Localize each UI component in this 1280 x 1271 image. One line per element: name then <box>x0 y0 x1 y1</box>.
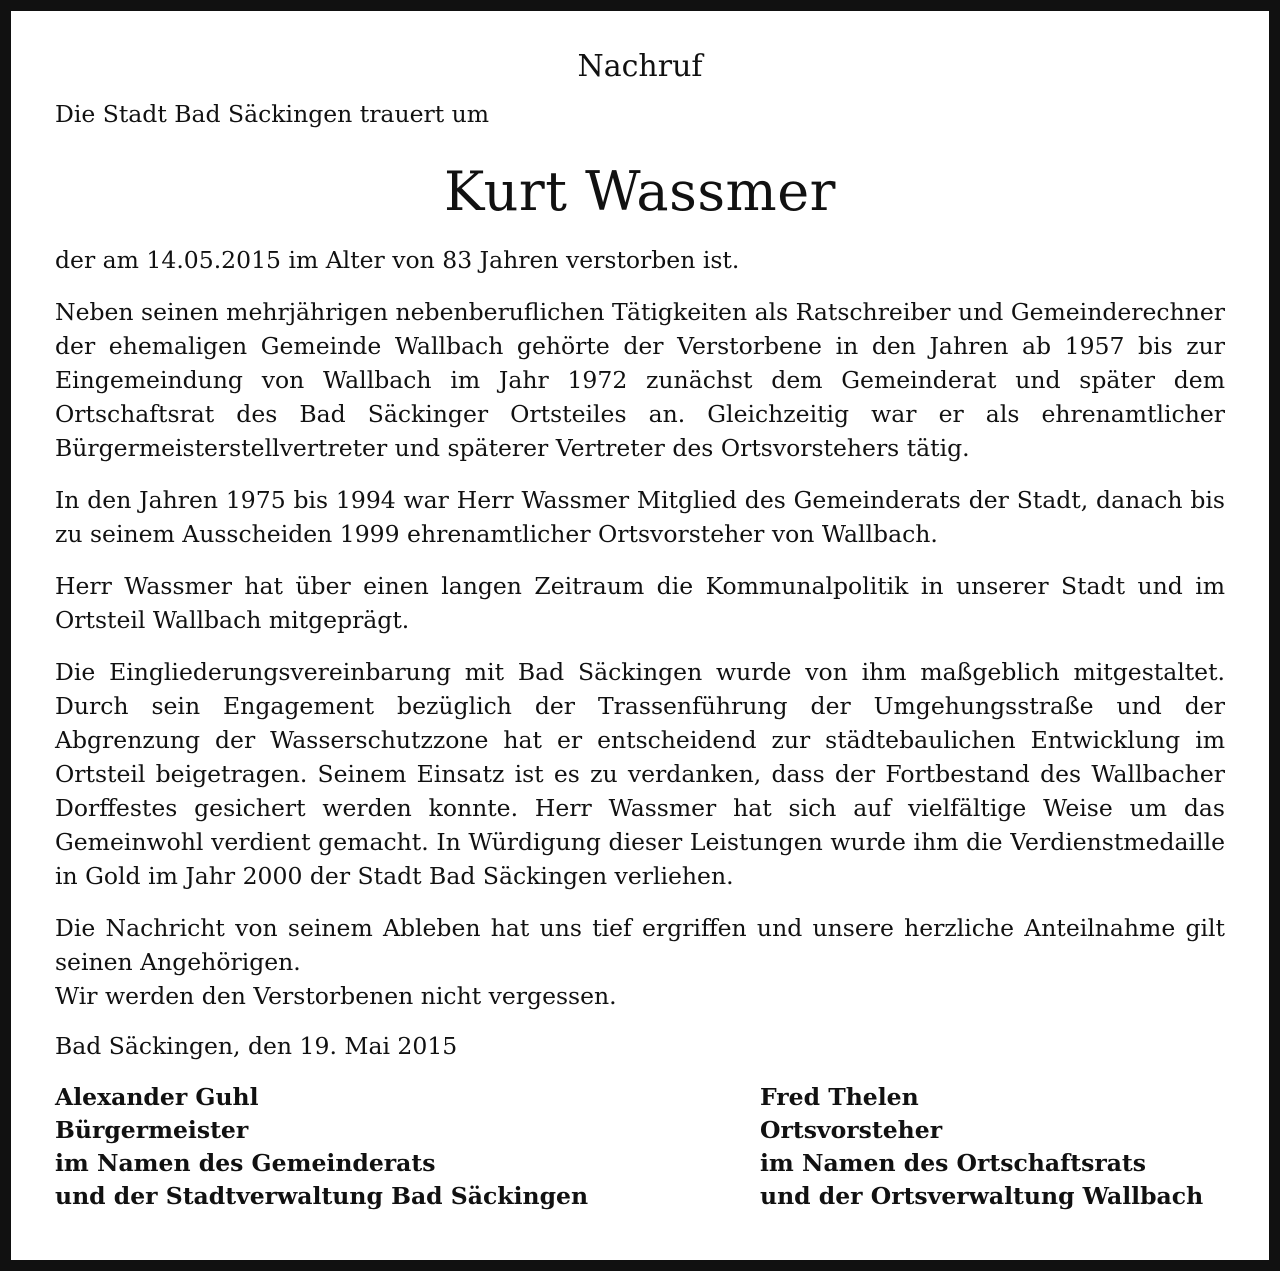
signer-name: Fred Thelen <box>760 1083 919 1111</box>
signer-title: Ortsvorsteher <box>760 1116 943 1144</box>
signer-line-2: und der Ortsverwaltung Wallbach <box>760 1182 1204 1210</box>
signer-title: Bürgermeister <box>55 1116 249 1144</box>
notice-content <box>55 47 1225 1213</box>
notice-heading: Nachruf <box>577 49 703 84</box>
signer-name: Alexander Guhl <box>55 1083 259 1111</box>
closing-line: Wir werden den Verstorbenen nicht vergessen. <box>55 982 617 1010</box>
signer-line-2: und der Stadtverwaltung Bad Säckingen <box>55 1182 589 1210</box>
signer-line-1: im Namen des Gemeinderats <box>55 1149 436 1177</box>
place-date: Bad Säckingen, den 19. Mai 2015 <box>55 1032 458 1060</box>
closing-block <box>55 911 1225 1013</box>
intro-line: Die Stadt Bad Säckingen trauert um <box>55 100 490 128</box>
signature-block <box>55 1081 1225 1213</box>
death-line: der am 14.05.2015 im Alter von 83 Jahren verstorben ist. <box>55 246 740 274</box>
deceased-name: Kurt Wassmer <box>443 160 836 223</box>
paragraph-council: In den Jahren 1975 bis 1994 war Herr Wassmer Mitglied des Gemeinderats der Stadt, danach bis zu seinem Ausscheiden 1999 ehrenamtlicher Ortsvorsteher von Wallbach. <box>55 486 1225 548</box>
paragraph-career: Neben seinen mehrjährigen nebenberuflichen Tätigkeiten als Ratschreiber und Gemeinderechner der ehemaligen Gemeinde Wallbach gehörte der Verstorbene in den Jahren ab 1957 bis zur Eingemeindung von Wallbach im Jahr 1972 zunächst dem Gemeinderat und später dem Ortschaftsrat des Bad Säckinger Ortsteiles an. Gleichzeitig war er als ehrenamtlicher Bürgermeisterstellvertreter und späterer Vertreter des Ortsvorstehers tätig. <box>55 298 1225 462</box>
paragraph-politics: Herr Wassmer hat über einen langen Zeitraum die Kommunalpolitik in unserer Stadt und im Ortsteil Wallbach mitgeprägt. <box>55 572 1225 634</box>
paragraph-achievements: Die Eingliederungsvereinbarung mit Bad Säckingen wurde von ihm maßgeblich mitgestaltet. Durch sein Engagement bezüglich der Trassenführung der Umgehungsstraße und der Abgrenzung der Wasserschutzzone hat er entscheidend zur städtebaulichen Entwicklung im Ortsteil beigetragen. Seinem Einsatz ist es zu verdanken, dass der Fortbestand des Wallbacher Dorffestes gesichert werden konnte. Herr Wassmer hat sich auf vielfältige Weise um das Gemeinwohl verdient gemacht. In Würdigung dieser Leistungen wurde ihm die Verdienstmedaille in Gold im Jahr 2000 der Stadt Bad Säckingen verliehen. <box>55 658 1225 890</box>
paragraph-condolence: Die Nachricht von seinem Ableben hat uns tief ergriffen und unsere herzliche Anteilnahme gilt seinen Angehörigen. <box>55 914 1225 976</box>
signature-left <box>55 1081 755 1213</box>
signer-line-1: im Namen des Ortschaftsrats <box>760 1149 1147 1177</box>
signature-right <box>760 1081 1220 1213</box>
